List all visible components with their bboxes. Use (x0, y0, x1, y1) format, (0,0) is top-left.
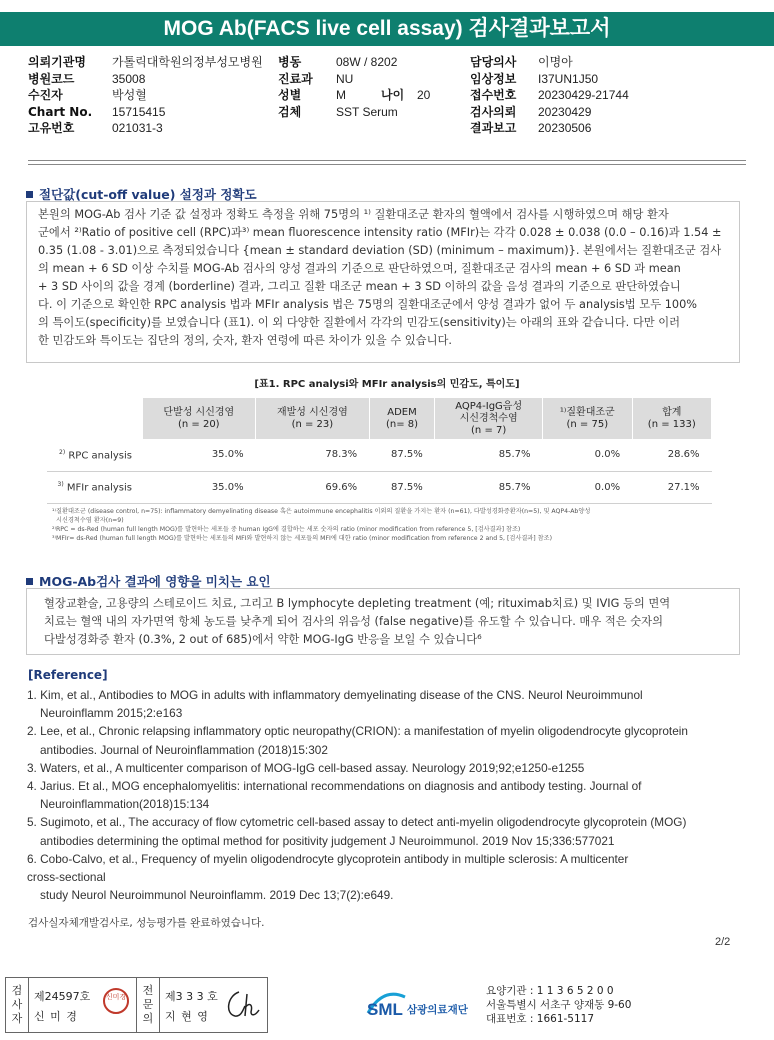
patient-info-col1 (28, 54, 263, 137)
row-label: $^{3)}$ MFIr analysis (47, 471, 142, 503)
value-hospital-code: 35008 (112, 71, 146, 86)
table-cell: 78.3% (256, 439, 370, 471)
value-report-date: 20230506 (538, 121, 592, 135)
value-requester: 가톨릭대학원의정부성모병원 (112, 55, 263, 69)
value-department: NU (336, 71, 354, 86)
divider (28, 164, 746, 165)
table-cell: 85.7% (435, 439, 543, 471)
paragraph-line: 혈장교환술, 고용량의 스테로이드 치료, 그리고 B lymphocyte depleting treatment (예; rituximab치료) 및 IVIG 등의 면역 (44, 597, 671, 610)
paragraph-line: 의 mean + 6 SD 이상 수치를 MOG-Ab 검사의 양성 결과의 기준으로 판단하였으며, 질환대조군 검사의 mean + 6 SD 과 mean (38, 262, 681, 275)
table-cell: 85.7% (435, 471, 543, 503)
report-title: MOG Ab(FACS live cell assay) 검사결과보고서 (0, 12, 774, 46)
paragraph-line: 본원의 MOG-Ab 검사 기준 값 설정과 정확도 측정을 위해 75명의 ¹⁾ 질환대조군 환자의 혈액에서 검사를 시행하였으며 해당 환자 (38, 208, 669, 221)
label-ward: 병동 (278, 55, 302, 69)
reviewer-signature-icon (221, 986, 261, 1022)
paragraph-factors (44, 595, 724, 649)
table-cell: 69.6% (256, 471, 370, 503)
reference-line: cross-sectional (27, 870, 106, 885)
value-specimen: SST Serum (336, 104, 398, 119)
table-row (47, 471, 712, 503)
label-receipt-no: 접수번호 (470, 88, 517, 102)
table-header: AQP4-IgG음성 시신경척수염 (n = 7) (435, 398, 543, 439)
paragraph-line: 다발성경화증 환자 (0.3%, 2 out of 685)에서 약한 MOG-IgG 반응을 보일 수 있습니다⁶ (44, 633, 482, 646)
table-cell: 0.0% (543, 439, 633, 471)
section-heading-cutoff-text: 절단값(cut-off value) 설정과 정확도 (39, 187, 257, 202)
references-list (27, 686, 747, 904)
table-header: 단발성 시신경염 (n = 20) (142, 398, 256, 439)
paragraph-line: 군에서 ²⁾Ratio of positive cell (RPC)과³⁾ mean fluorescence intensity ratio (MFIr)는 각각 0.028 ± 0.038 (0.0 – 0.16)과 1.54 ± (38, 226, 722, 239)
label-report-date: 결과보고 (470, 121, 517, 135)
lab-logo-text: SML (367, 1000, 403, 1019)
value-receipt-no: 20230429-21744 (538, 88, 629, 102)
table-header-row (47, 398, 712, 439)
label-specimen: 검체 (278, 104, 302, 119)
value-clinical-info: I37UN1J50 (538, 71, 599, 86)
table-cell: 27.1% (632, 471, 711, 503)
value-age: 20 (417, 88, 431, 102)
bullet-square-icon (26, 191, 33, 198)
table-cell: 35.0% (142, 439, 256, 471)
label-department: 진료과 (278, 71, 313, 86)
value-patient: 박성혈 (112, 88, 147, 102)
reference-line: 6. Cobo-Calvo, et al., Frequency of myelin oligodendrocyte glycoprotein antibody in multiple sclerosis: A multicenter (27, 851, 629, 866)
sml-logo-icon (365, 985, 485, 1025)
patient-info-col3 (470, 54, 629, 137)
value-request-date: 20230429 (538, 104, 592, 119)
page-number: 2/2 (715, 936, 731, 948)
lab-info-line: 대표번호 : 1661-5117 (486, 1013, 595, 1025)
row-label: $^{2)}$ RPC analysis (47, 439, 142, 471)
footnote: ¹⁾질환대조군 (disease control, n=75): inflammatory demyelinating disease 혹은 autoimmune encephalitis 이외의 질환을 가지는 환자 (n=61), 다발성경화증환자(n=5), 및 AQP4-Ab양성 (52, 508, 591, 515)
examiner-label: 검 사 자 (11, 984, 23, 1025)
reviewer-name: 지 현 영 (165, 1010, 209, 1023)
patient-info-col2 (278, 54, 430, 120)
label-sex: 성별 (278, 88, 302, 102)
reference-line: 2. Lee, et al., Chronic relapsing inflammatory optic neuropathy(CRION): a manifestation of myelin oligodendrocyte glycoprotein (27, 724, 688, 739)
signature-box (5, 977, 268, 1033)
label-clinical-info: 임상정보 (470, 71, 517, 86)
value-sex: M (336, 88, 346, 102)
reference-line: study Neurol Neuroimmunol Neuroinflamm. 2019 Dec 13;7(2):e649. (40, 888, 394, 903)
label-hospital-code: 병원코드 (28, 71, 75, 86)
table-cell: 87.5% (369, 471, 435, 503)
table-header-empty (47, 398, 142, 439)
validation-note: 검사실자체개발검사로, 성능평가를 완료하였습니다. (28, 917, 265, 929)
bullet-square-icon (26, 578, 33, 585)
paragraph-line: + 3 SD 사이의 값을 경계 (borderline) 결과, 그리고 질환 대조군 mean + 3 SD 이하의 값을 음성 결과의 기준으로 판단하였습니 (38, 280, 681, 293)
label-doctor: 담당의사 (470, 55, 517, 69)
sensitivity-table (47, 398, 712, 504)
table-footnotes (52, 507, 732, 543)
reference-line: antibodies. Journal of Neuroinflammation (2018)15:302 (40, 742, 328, 757)
reviewer-label: 전 문 의 (142, 984, 154, 1025)
lab-info (486, 984, 631, 1026)
paragraph-line: 한 민감도와 특이도는 집단의 정의, 숫자, 환자 연령에 따른 차이가 있을 수 있습니다. (38, 334, 452, 347)
paragraph-line: 의 특이도(specificity)를 보였습니다 (표1). 이 외 다양한 질환에서 각각의 민감도(sensitivity)는 아래의 표와 같습니다. 다만 이러 (38, 316, 681, 329)
reference-line: antibodies determining the optimal method for positivity judgement J Neuroimmunol. 2019 Nov 15;336:577021 (40, 833, 615, 848)
lab-name: 삼광의료재단 (407, 1004, 468, 1016)
reference-line: 1. Kim, et al., Antibodies to MOG in adults with inflammatory demyelinating disease of the CNS. Neurol Neuroimmunol (27, 688, 643, 702)
table-caption: [표1. RPC analysi와 MFIr analysis의 민감도, 특이도] (254, 379, 520, 390)
table-header: ¹⁾질환대조군 (n = 75) (543, 398, 633, 439)
label-requester: 의뢰기관명 (28, 55, 86, 69)
table-cell: 35.0% (142, 471, 256, 503)
table-header: 합계 (n = 133) (632, 398, 711, 439)
label-chart-no: Chart No. (28, 104, 93, 119)
value-unique-no: 021031-3 (112, 121, 163, 135)
reviewer-id: 제3 3 3 호 (165, 990, 218, 1003)
paragraph-line: 다. 이 기준으로 확인한 RPC analysis 법과 MFIr analysis 법은 75명의 질환대조군에서 양성 결과가 없어 두 analysis법 모두 100% (38, 298, 698, 311)
references-title: [Reference] (28, 668, 108, 682)
table-cell: 87.5% (369, 439, 435, 471)
reference-line: Neuroinflammation(2018)15:134 (40, 797, 210, 812)
paragraph-line: 치료는 혈액 내의 자가면역 항체 농도를 낮추게 되어 검사의 위음성 (false negative)를 유도할 수 있습니다. 매우 적은 숫자의 (44, 615, 663, 628)
value-chart-no: 15715415 (112, 104, 166, 119)
table-header: ADEM (n= 8) (369, 398, 435, 439)
footnote: 시신경척수염 환자(n=9) (56, 517, 124, 524)
value-ward: 08W / 8202 (336, 55, 398, 69)
label-age: 나이 (381, 88, 405, 102)
reference-line: 4. Jarius. Et al., MOG encephalomyelitis: international recommendations on diagnosis and antibody testing. Journal of (27, 779, 642, 794)
lab-info-line: 요양기관 : 1 1 3 6 5 2 0 0 (486, 985, 614, 997)
paragraph-line: 0.35 (1.08 - 3.01)으로 측정되었습니다 {mean ± standard deviation (SD) (minimum – maximum)}. 본원에서는 질환대조군 검사 (38, 244, 722, 257)
examiner-seal: 신미경 (103, 988, 129, 1014)
reference-line: 3. Waters, et al., A multicenter comparison of MOG-IgG cell-based assay. Neurology 2019;92;e1250-e1255 (27, 760, 585, 775)
table-cell: 28.6% (632, 439, 711, 471)
examiner-name: 신 미 경 (34, 1010, 78, 1023)
examiner-id: 제24597호 (34, 990, 91, 1003)
reference-line: 5. Sugimoto, et al., The accuracy of flow cytometric cell-based assay to detect anti-myelin oligodendrocyte glycoprotein (MOG) (27, 815, 687, 830)
divider (28, 978, 29, 1032)
divider (28, 160, 746, 161)
lab-info-line: 서울특별시 서초구 양재동 9-60 (486, 999, 632, 1011)
label-request-date: 검사의뢰 (470, 104, 517, 119)
table-row (47, 439, 712, 471)
section-heading-factors-text: MOG-Ab검사 결과에 영향을 미치는 요인 (39, 574, 271, 589)
paragraph-cutoff (38, 206, 730, 350)
reference-line: Neuroinflamm 2015;2:e163 (40, 706, 183, 721)
divider (159, 978, 160, 1032)
label-patient: 수진자 (28, 88, 63, 102)
table-cell: 0.0% (543, 471, 633, 503)
label-unique-no: 고유번호 (28, 121, 75, 135)
footnote: ²⁾RPC = ds-Red (human full length MOG)를 발현하는 세포들 중 human IgG에 결합하는 세포 숫자의 ratio (minor modification from reference 5, [검사결과] 참조) (52, 526, 521, 533)
table-header: 재발성 시신경염 (n = 23) (256, 398, 370, 439)
value-doctor: 이명아 (538, 55, 573, 69)
footnote: ³⁾MFIr= ds-Red (human full length MOG)를 발현하는 세포들의 MFI와 발현하지 않는 세포들의 MFI에 대한 ratio (minor modification from reference 2 and 5, [검사결과] 참조) (52, 535, 553, 542)
